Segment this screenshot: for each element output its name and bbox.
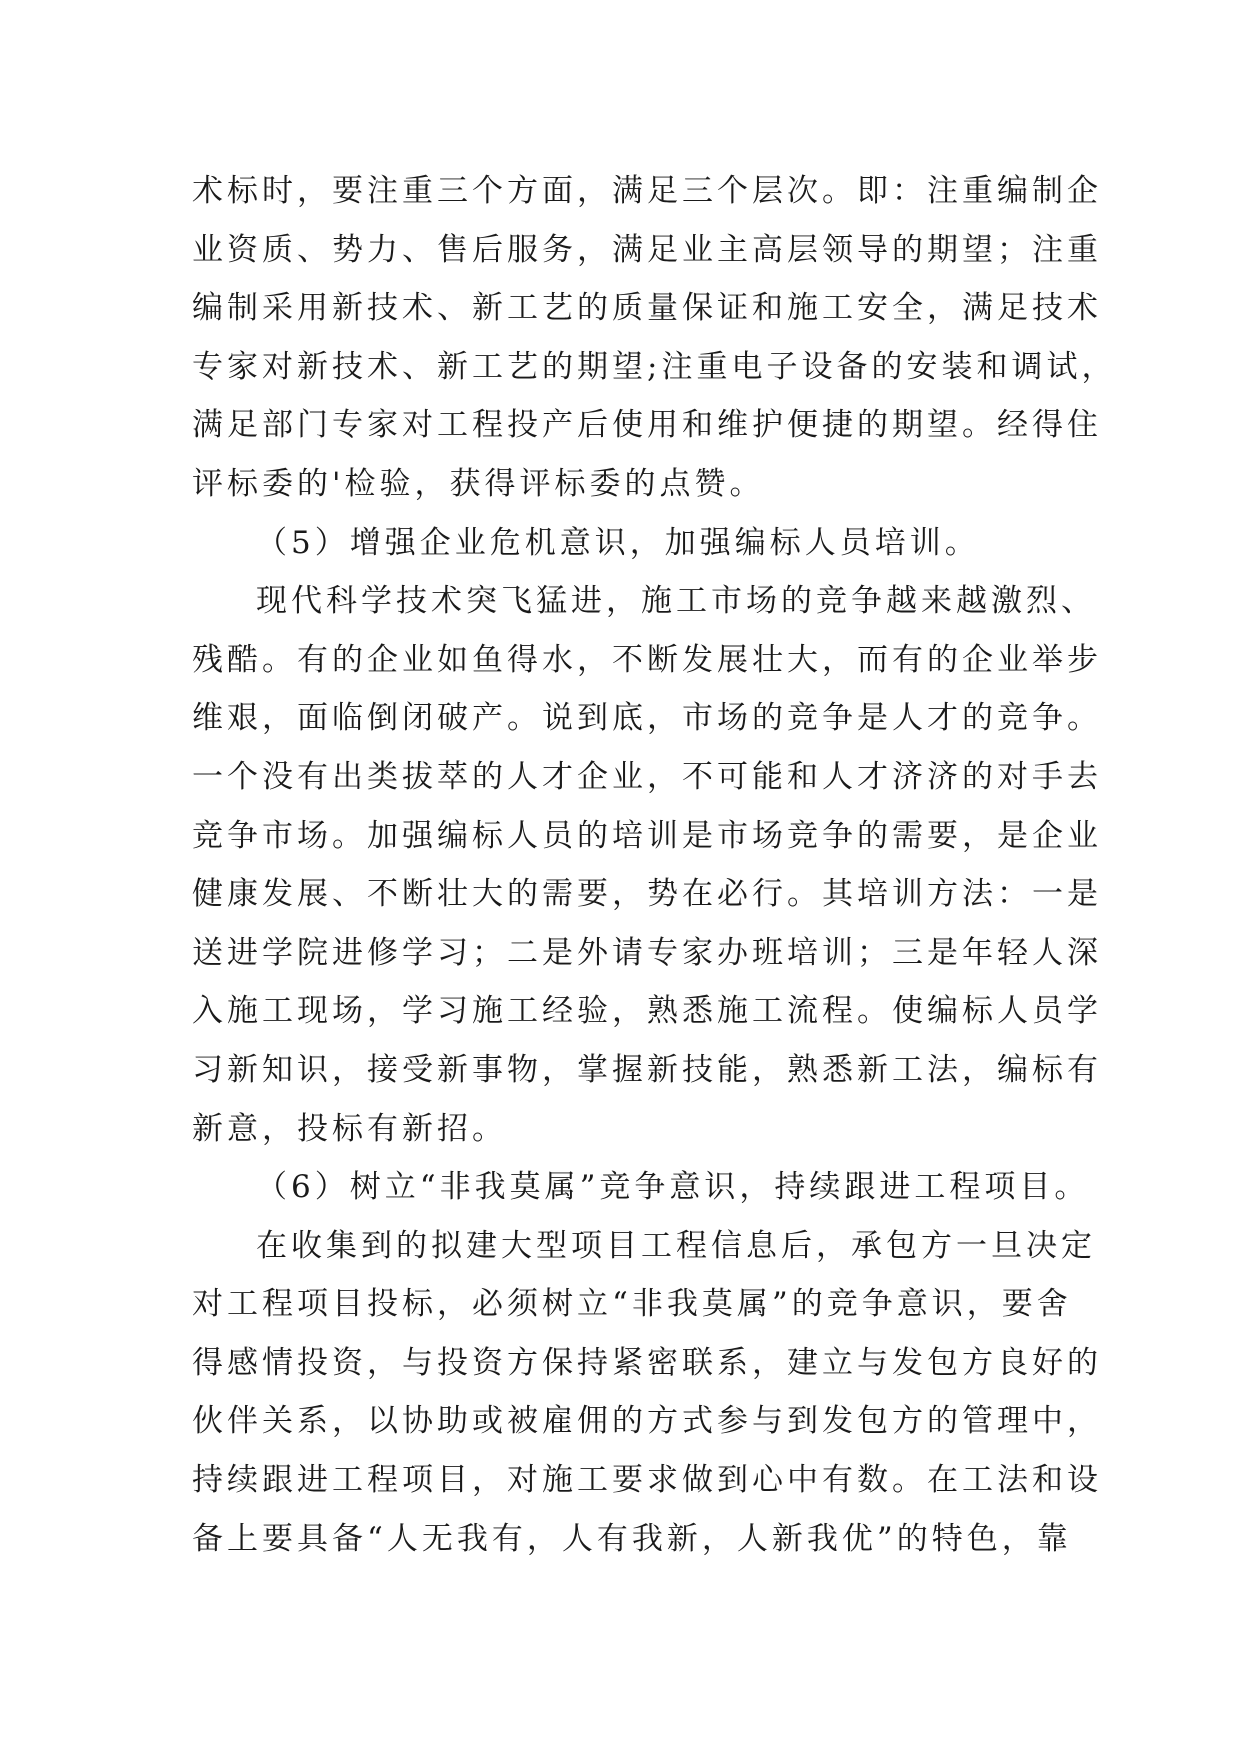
text-line: 一个没有出类拔萃的人才企业，不可能和人才济济的对手去	[192, 758, 1102, 795]
text-line: 送进学院进修学习；二是外请专家办班培训；三是年轻人深	[192, 934, 1102, 971]
text-line: 业资质、势力、售后服务，满足业主高层领导的期望；注重	[192, 231, 1102, 268]
text-line: 编制采用新技术、新工艺的质量保证和施工安全，满足技术	[192, 290, 1102, 327]
text-line: 残酷。有的企业如鱼得水，不断发展壮大，而有的企业举步	[192, 641, 1102, 678]
text-line: 持续跟进工程项目，对施工要求做到心中有数。在工法和设	[192, 1462, 1102, 1499]
section-heading-6: （6）树立“非我莫属”竞争意识，持续跟进工程项目。	[256, 1169, 1090, 1206]
text-line: 备上要具备“人无我有，人有我新，人新我优”的特色，靠	[192, 1520, 1072, 1557]
text-line: 术标时，要注重三个方面，满足三个层次。即：注重编制企	[192, 173, 1102, 209]
section-heading-5: （5）增强企业危机意识，加强编标人员培训。	[256, 524, 980, 561]
text-line: 健康发展、不断壮大的需要，势在必行。其培训方法：一是	[192, 876, 1102, 913]
text-line: 入施工现场，学习施工经验，熟悉施工流程。使编标人员学	[192, 993, 1102, 1030]
text-line: 得感情投资，与投资方保持紧密联系，建立与发包方良好的	[192, 1344, 1102, 1381]
text-line: 维艰，面临倒闭破产。说到底，市场的竞争是人才的竞争。	[192, 700, 1102, 737]
text-line: 竞争市场。加强编标人员的培训是市场竞争的需要，是企业	[192, 817, 1102, 854]
text-line: 习新知识，接受新事物，掌握新技能，熟悉新工法，编标有	[192, 1051, 1102, 1088]
text-line: 评标委的'检验，获得评标委的点赞。	[192, 465, 765, 502]
paragraph-first-line: 现代科学技术突飞猛进，施工市场的竞争越来越激烈、	[256, 583, 1096, 620]
text-line: 专家对新技术、新工艺的期望;注重电子设备的安装和调试，	[192, 348, 1117, 385]
text-line: 对工程项目投标，必须树立“非我莫属”的竞争意识，要舍	[192, 1286, 1072, 1323]
document-body	[192, 162, 1117, 1568]
text-line: 新意，投标有新招。	[192, 1110, 507, 1147]
text-line: 伙伴关系，以协助或被雇佣的方式参与到发包方的管理中，	[192, 1403, 1102, 1440]
paragraph-first-line: 在收集到的拟建大型项目工程信息后，承包方一旦决定	[256, 1227, 1096, 1264]
text-line: 满足部门专家对工程投产后使用和维护便捷的期望。经得住	[192, 407, 1102, 444]
